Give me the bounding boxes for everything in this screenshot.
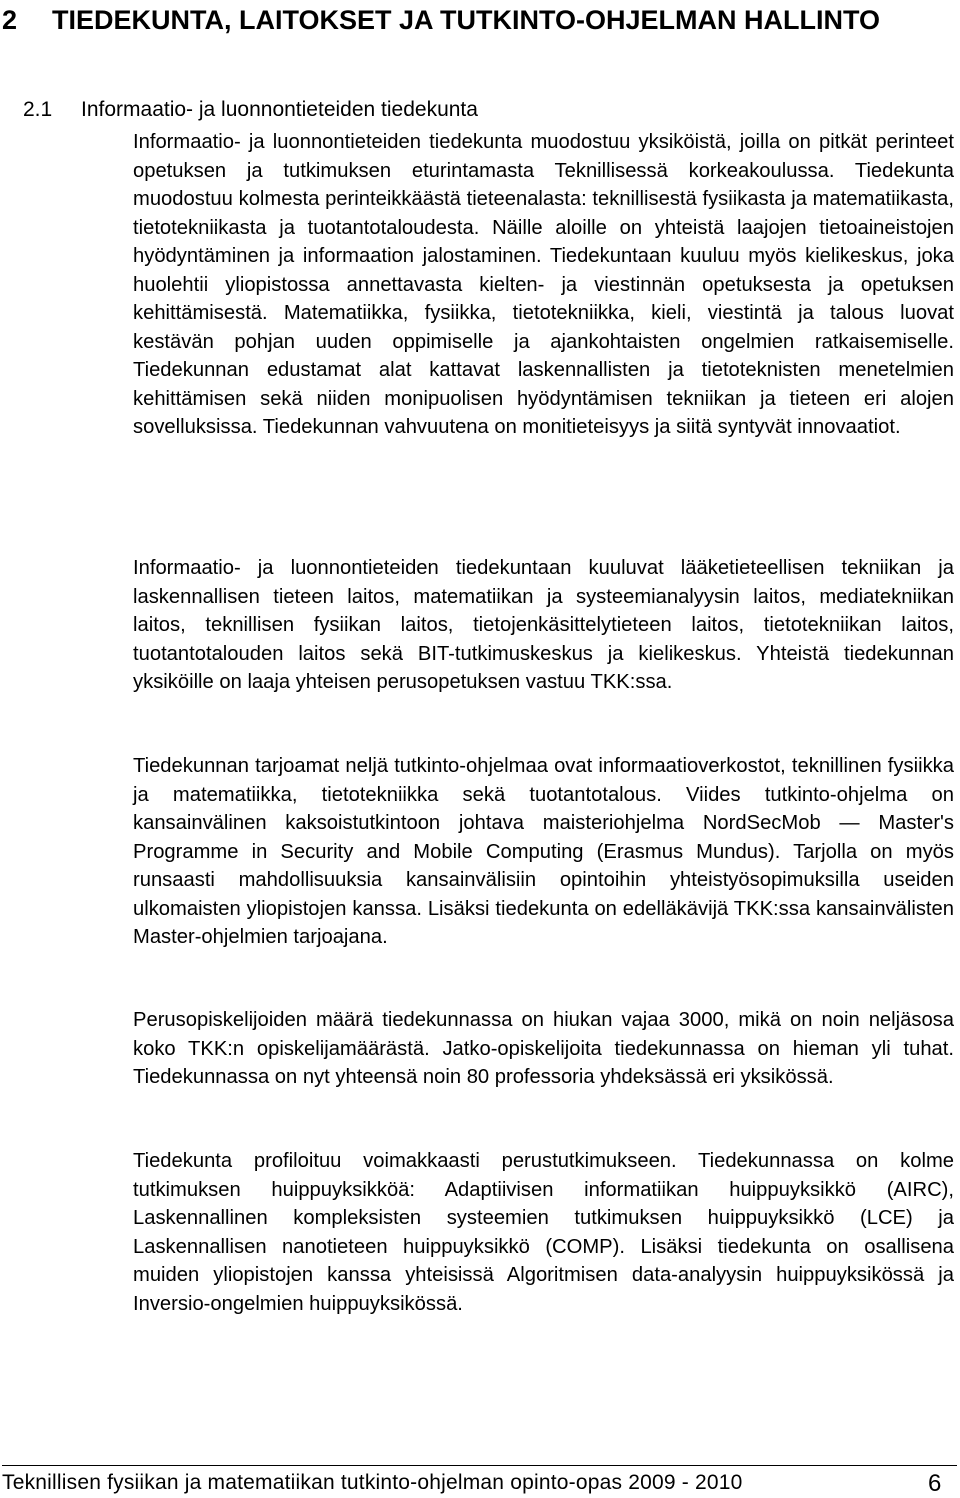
paragraph-departments: Informaatio- ja luonnontieteiden tiedekuntaan kuuluvat lääketieteellisen tekniikan ja laskennallisen tieteen laitos, matematiikan ja systeemianalyysin laitos, mediatekniikan laitos, teknillisen fysiikan laitos, tietojenkäsittelytieteen laitos, tietotekniikan laitos, tuotantotalouden laitos sekä BIT-tutkimuskeskus ja kielikeskus. Yhteistä tiedekunnan yksiköille on laaja yhteisen perusopetuksen vastuu TKK:ssa. xyxy=(133,557,954,693)
chapter-title: TIEDEKUNTA, LAITOKSET JA TUTKINTO-OHJELMAN HALLINTO xyxy=(52,5,880,35)
footer-divider xyxy=(2,1465,957,1466)
chapter-number: 2 xyxy=(2,5,18,35)
section-heading xyxy=(23,96,478,124)
section-title: Informaatio- ja luonnontieteiden tiedekunta xyxy=(81,98,478,121)
paragraph-degree-programmes: Tiedekunnan tarjoamat neljä tutkinto-ohjelmaa ovat informaatioverkostot, teknillinen fysiikka ja matematiikka, tietotekniikka sekä tuotantotalous. Viides tutkinto-ohjelma on kansainvälinen kaksoistutkintoon johtava maisteriohjelma NordSecMob — Master's Programme in Security and Mobile Computing (Erasmus Mundus). Tarjolla on myös runsaasti mahdollisuuksia kansainvälisiin opintoihin yhteistyösopimuksilla useiden ulkomaisten yliopistojen kanssa. Lisäksi tiedekunta on edelläkävijä TKK:ssa kansainvälisten Master-ohjelmien tarjoajana. xyxy=(133,755,954,948)
paragraph-student-numbers: Perusopiskelijoiden määrä tiedekunnassa on hiukan vajaa 3000, mikä on noin neljäsosa koko TKK:n opiskelijamäärästä. Jatko-opiskelijoita tiedekunnassa on hieman yli tuhat. Tiedekunnassa on nyt yhteensä noin 80 professoria yhdeksässä eri yksikössä. xyxy=(133,1009,954,1088)
paragraph-faculty-overview: Informaatio- ja luonnontieteiden tiedekunta muodostuu yksiköistä, joilla on pitkät perinteet opetuksen ja tutkimuksen eturintamasta Teknillisessä korkeakoulussa. Tiedekunta muodostuu kolmesta perinteikkäästä tieteenalasta: teknillisestä fysiikasta ja matematiikasta, tietotekniikasta ja tuotantotaloudesta. Näille aloille on yhteistä laajojen tietoaineistojen hyödyntäminen ja informaation jalostaminen. Tiedekuntaan kuuluu myös kielikeskus, joka huolehtii yliopistossa annettavasta kielten- ja viestinnän opetuksesta ja opetuksen kehittämisestä. Matematiikka, fysiikka, tietotekniikka, kieli, viestintä ja talous luovat kestävän pohjan uuden oppimiselle ja ajankohtaisten ongelmien ratkaisemiselle. Tiedekunnan edustamat alat kattavat laskennallisten ja tietoteknisten menetelmien kehittämisen sekä niiden monipuolisen hyödyntämisen tekniikan ja tieteen eri alojen sovelluksissa. Tiedekunnan vahvuutena on monitieteisyys ja siitä syntyvät innovaatiot. xyxy=(133,131,954,438)
page-number: 6 xyxy=(928,1470,942,1497)
paragraph-research-profile: Tiedekunta profiloituu voimakkaasti perustutkimukseen. Tiedekunnassa on kolme tutkimuksen huippuyksikköä: Adaptiivisen informatiikan huippuyksikkö (AIRC), Laskennallinen kompleksisten systeemien tutkimuksen huippuyksikkö (LCE) ja Laskennallisen nanotieteen huippuyksikkö (COMP). Lisäksi tiedekunta on osallisena muiden yliopistojen kanssa yhteisissä Algoritmisen data-analyysin huippuyksikössä ja Inversio-ongelmien huippuyksikössä. xyxy=(133,1150,954,1315)
section-number: 2.1 xyxy=(23,98,53,121)
chapter-heading xyxy=(2,2,942,39)
footer-title: Teknillisen fysiikan ja matematiikan tutkinto-ohjelman opinto-opas 2009 - 2010 xyxy=(2,1471,743,1494)
